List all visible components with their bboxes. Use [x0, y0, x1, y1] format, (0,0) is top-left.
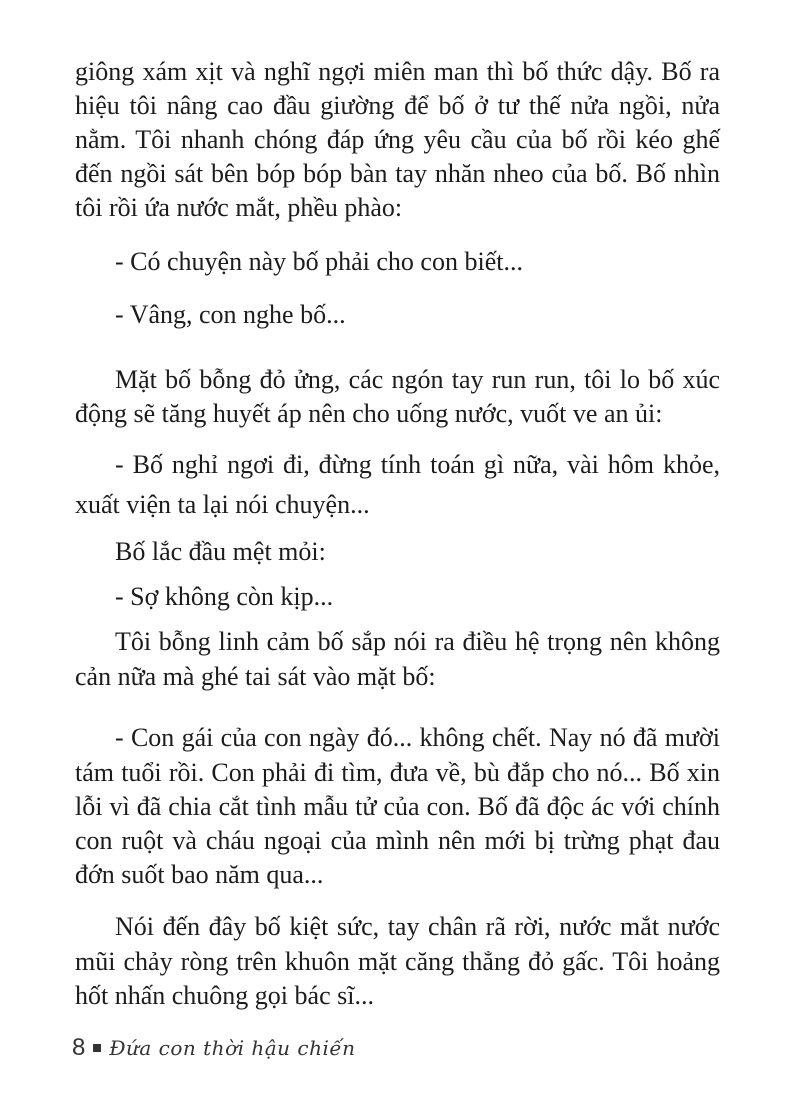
text-line-content: cản nữa mà ghé tai sát vào mặt bố: — [75, 662, 436, 691]
text-line-content: - Bố nghỉ ngơi đi, đừng tính toán gì nữa, vài hôm khỏe, — [115, 450, 720, 479]
text-line-content: xuất viện ta lại nói chuyện... — [75, 490, 370, 519]
text-line-content: đến ngồi sát bên bóp bóp bàn tay nhăn nheo của bố. Bố nhìn — [75, 159, 720, 188]
text-line — [115, 448, 720, 482]
text-line-content: hốt nhấn chuông gọi bác sĩ... — [75, 981, 374, 1010]
text-line-content: Nói đến đây bố kiệt sức, tay chân rã rời, nước mắt nước — [115, 912, 720, 941]
text-line-content: hiệu tôi nâng cao đầu giường để bố ở tư thế nửa ngồi, nửa — [75, 91, 720, 120]
text-line-content: giông xám xịt và nghĩ ngợi miên man thì bố thức dậy. Bố ra — [75, 57, 720, 86]
text-line — [75, 157, 720, 191]
text-line-content: - Con gái của con ngày đó... không chết. Nay nó đã mười — [115, 723, 720, 752]
text-line — [75, 55, 720, 89]
text-line-content: - Có chuyện này bố phải cho con biết... — [115, 247, 523, 276]
text-line-content: đớn suốt bao năm qua... — [75, 860, 324, 889]
text-line — [75, 756, 720, 790]
text-line — [75, 858, 720, 892]
text-line — [75, 945, 720, 979]
text-line — [115, 721, 720, 755]
text-line — [75, 397, 720, 431]
square-bullet-icon — [93, 1044, 101, 1052]
text-line — [115, 580, 720, 614]
text-line — [75, 790, 720, 824]
book-title: Đứa con thời hậu chiến — [109, 1036, 356, 1060]
text-line — [115, 298, 720, 332]
text-line — [115, 363, 720, 397]
text-line-content: con ruột và cháu ngoại của mình nên mới bị trừng phạt đau — [75, 826, 720, 855]
text-line — [75, 123, 720, 157]
text-line — [115, 535, 720, 569]
text-line — [115, 625, 720, 659]
page-footer — [72, 1034, 356, 1062]
text-line — [75, 660, 720, 694]
text-line — [75, 979, 720, 1013]
text-line — [115, 245, 720, 279]
text-line-content: tám tuổi rồi. Con phải đi tìm, đưa về, bù đắp cho nó... Bố xin — [75, 758, 720, 787]
text-line-content: Tôi bỗng linh cảm bố sắp nói ra điều hệ trọng nên không — [115, 627, 720, 656]
text-line-content: Bố lắc đầu mệt mỏi: — [115, 537, 326, 566]
text-line-content: - Vâng, con nghe bố... — [115, 300, 346, 329]
text-line-content: - Sợ không còn kịp... — [115, 582, 334, 611]
text-line — [75, 89, 720, 123]
text-line-content: động sẽ tăng huyết áp nên cho uống nước, vuốt ve an ủi: — [75, 399, 663, 428]
text-line — [115, 910, 720, 944]
text-line — [75, 824, 720, 858]
text-line-content: mũi chảy ròng trên khuôn mặt căng thẳng đỏ gấc. Tôi hoảng — [75, 947, 720, 976]
text-line — [75, 488, 720, 522]
text-line-content: Mặt bố bỗng đỏ ửng, các ngón tay run run, tôi lo bố xúc — [115, 365, 720, 394]
text-line-content: tôi rồi ứa nước mắt, phều phào: — [75, 193, 403, 222]
page-number: 8 — [72, 1034, 86, 1061]
text-line-content: lỗi vì đã chia cắt tình mẫu tử của con. Bố đã độc ác với chính — [75, 792, 720, 821]
text-line — [75, 191, 720, 225]
text-line-content: nằm. Tôi nhanh chóng đáp ứng yêu cầu của bố rồi kéo ghế — [75, 125, 720, 154]
